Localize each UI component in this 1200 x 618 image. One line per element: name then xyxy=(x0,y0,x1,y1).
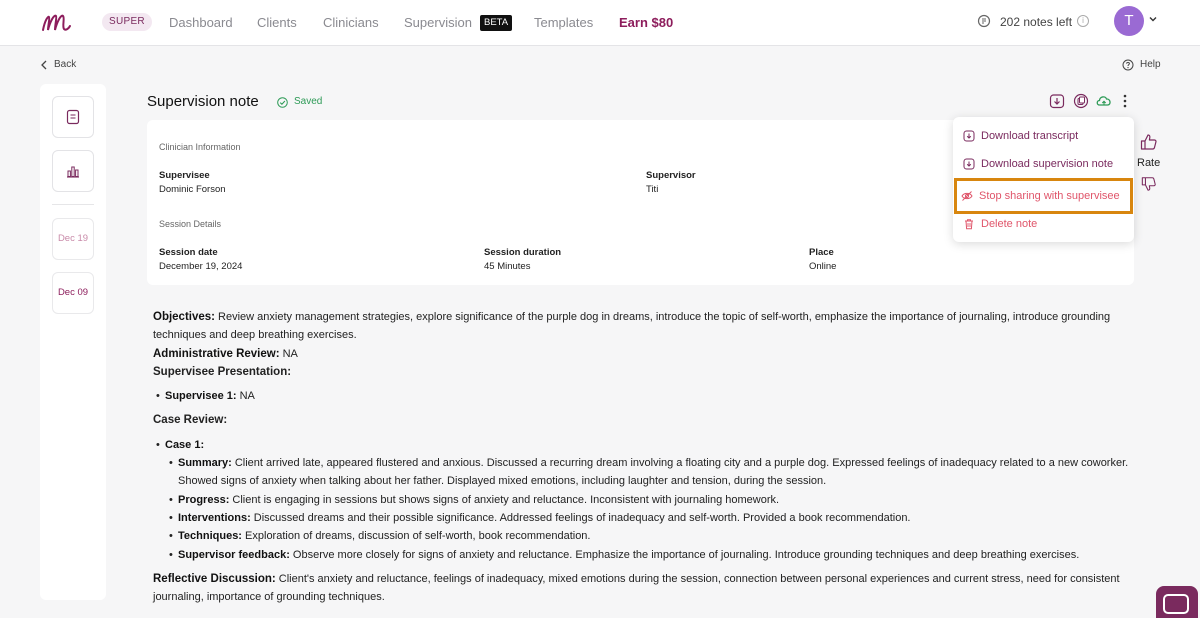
help-icon xyxy=(1122,59,1134,71)
note-body xyxy=(153,308,1133,606)
progress-label: Progress: xyxy=(178,493,230,506)
menu-delete-note[interactable] xyxy=(959,212,1128,236)
session-duration-label: Session duration xyxy=(484,247,562,258)
session-duration-value: 45 Minutes xyxy=(484,261,531,272)
chat-icon xyxy=(1163,594,1189,614)
info-icon[interactable]: i xyxy=(1077,15,1089,27)
list-item xyxy=(153,491,1133,509)
session-section-label: Session Details xyxy=(159,219,222,229)
progress-text: Client is engaging in sessions but shows signs of anxiety and reluctance. Inconsistent with journaling homework. xyxy=(229,493,780,506)
techniques-label: Techniques: xyxy=(178,530,242,543)
admin-review-text: NA xyxy=(279,347,298,360)
presentation-heading: Supervisee Presentation: xyxy=(153,365,292,378)
analytics-button[interactable] xyxy=(52,150,94,192)
objectives-text: Review anxiety management strategies, explore significance of the purple dog in dreams, introduce the topic of self-worth, emphasize the importance of journaling, introduce grounding techniques and deep breathing exercises. xyxy=(153,311,1111,342)
more-options-button[interactable] xyxy=(1116,92,1134,110)
reflective-label: Reflective Discussion: xyxy=(153,572,276,585)
menu-label: Stop sharing with supervisee xyxy=(979,190,1120,202)
admin-review-paragraph xyxy=(153,345,1133,363)
session-date-label: Session date xyxy=(159,247,218,258)
interventions-label: Interventions: xyxy=(178,511,251,524)
case-review-list xyxy=(153,436,1133,564)
techniques-text: Exploration of dreams, discussion of self-worth, book recommendation. xyxy=(241,530,591,543)
feedback-text: Observe more closely for signs of anxiety and reluctance. Emphasize the importance of journaling. Introduce grounding techniques and deep breathing exercises. xyxy=(289,548,1080,561)
beta-badge: BETA xyxy=(480,15,512,31)
saved-status xyxy=(277,95,322,109)
list-item xyxy=(153,387,1133,405)
menu-stop-sharing[interactable] xyxy=(957,181,1130,211)
top-nav xyxy=(0,0,1200,46)
copy-icon xyxy=(1073,93,1089,109)
thumbs-down-icon[interactable] xyxy=(1141,176,1157,192)
chat-button[interactable] xyxy=(1156,586,1198,618)
share-button[interactable] xyxy=(1095,92,1113,110)
session-date-dec-09[interactable]: Dec 09 xyxy=(52,272,94,314)
reflective-paragraph xyxy=(153,570,1133,607)
list-item xyxy=(153,509,1133,527)
eye-off-icon xyxy=(961,190,973,202)
menu-download-note[interactable] xyxy=(959,152,1128,176)
menu-label: Delete note xyxy=(981,218,1038,230)
summary-text: Client arrived late, appeared flustered and anxious. Discussed a recurring dream involving a floating city and a purple dog. Expressed feelings of inadequacy related to a new coworker. Showed signs of anxiety when talking about her father. Displayed mixed emotions, including laughter and tension, during the session. xyxy=(178,457,1129,488)
bar-chart-icon xyxy=(65,164,81,178)
supervisee1-label: Supervisee 1: xyxy=(165,390,237,403)
rate-label: Rate xyxy=(1137,157,1161,169)
note-sidebar xyxy=(40,84,106,600)
page-title: Supervision note xyxy=(147,93,259,110)
notes-icon xyxy=(977,14,991,28)
menu-label: Download transcript xyxy=(981,130,1079,142)
list-item xyxy=(153,454,1133,491)
clinician-section-label: Clinician Information xyxy=(159,142,241,152)
supervisee1-text: NA xyxy=(236,390,255,403)
nav-templates[interactable]: Templates xyxy=(534,15,594,30)
nav-clients[interactable]: Clients xyxy=(257,15,297,30)
interventions-text: Discussed dreams and their possible significance. Addressed feelings of inadequacy and self-worth. Provided a book recommendation. xyxy=(250,511,911,524)
document-icon xyxy=(66,109,80,125)
supervisor-label: Supervisor xyxy=(646,170,696,181)
session-date-dec-19[interactable]: Dec 19 xyxy=(52,218,94,260)
place-value: Online xyxy=(809,261,837,272)
help-label: Help xyxy=(1140,59,1161,70)
help-link[interactable] xyxy=(1122,58,1161,72)
nav-dashboard[interactable]: Dashboard xyxy=(169,15,233,30)
avatar[interactable]: T xyxy=(1114,6,1144,36)
download-icon xyxy=(1049,93,1065,109)
logo-icon[interactable] xyxy=(40,8,72,36)
supervisor-value: Titi xyxy=(646,184,659,195)
place-label: Place xyxy=(809,247,834,258)
back-label: Back xyxy=(54,59,77,70)
download-button[interactable] xyxy=(1048,92,1066,110)
download-icon xyxy=(963,158,975,170)
trash-icon xyxy=(963,218,975,230)
back-link[interactable] xyxy=(40,58,76,72)
check-circle-icon xyxy=(277,97,288,108)
supervisee-label: Supervisee xyxy=(159,170,210,181)
saved-label: Saved xyxy=(294,96,323,107)
case1-label: Case 1: xyxy=(165,438,205,451)
reflective-text: Client's anxiety and reluctance, feelings of inadequacy, mixed emotions during the session, connection between personal experiences and current stress, need for consistent journaling, importance of grounding techniques. xyxy=(153,572,1120,604)
download-icon xyxy=(963,130,975,142)
document-button[interactable] xyxy=(52,96,94,138)
list-item xyxy=(153,436,1133,454)
nav-earn[interactable]: Earn $80 xyxy=(619,15,674,30)
list-item xyxy=(153,546,1133,564)
note-options-menu xyxy=(953,117,1134,242)
supervisee-value: Dominic Forson xyxy=(159,184,226,195)
sidebar-divider xyxy=(52,204,94,205)
admin-review-label: Administrative Review: xyxy=(153,347,280,360)
objectives-paragraph xyxy=(153,308,1133,345)
more-vertical-icon xyxy=(1123,94,1127,108)
copy-button[interactable] xyxy=(1072,92,1090,110)
nav-supervision[interactable]: Supervision xyxy=(404,15,472,30)
objectives-label: Objectives: xyxy=(153,311,215,323)
menu-label: Download supervision note xyxy=(981,158,1114,170)
case-review-heading: Case Review: xyxy=(153,414,228,427)
cloud-share-icon xyxy=(1095,93,1113,109)
super-badge: SUPER xyxy=(102,13,152,31)
summary-label: Summary: xyxy=(178,457,232,470)
presentation-list xyxy=(153,387,1133,405)
thumbs-up-icon[interactable] xyxy=(1140,133,1158,151)
notes-left-count: 202 notes left xyxy=(1000,15,1073,29)
list-item xyxy=(153,527,1133,545)
feedback-label: Supervisor feedback: xyxy=(178,548,290,561)
menu-download-transcript[interactable] xyxy=(959,124,1128,148)
nav-clinicians[interactable]: Clinicians xyxy=(323,15,379,30)
chevron-down-icon[interactable] xyxy=(1148,14,1158,24)
chevron-left-icon xyxy=(40,60,48,70)
session-date-value: December 19, 2024 xyxy=(159,261,243,272)
